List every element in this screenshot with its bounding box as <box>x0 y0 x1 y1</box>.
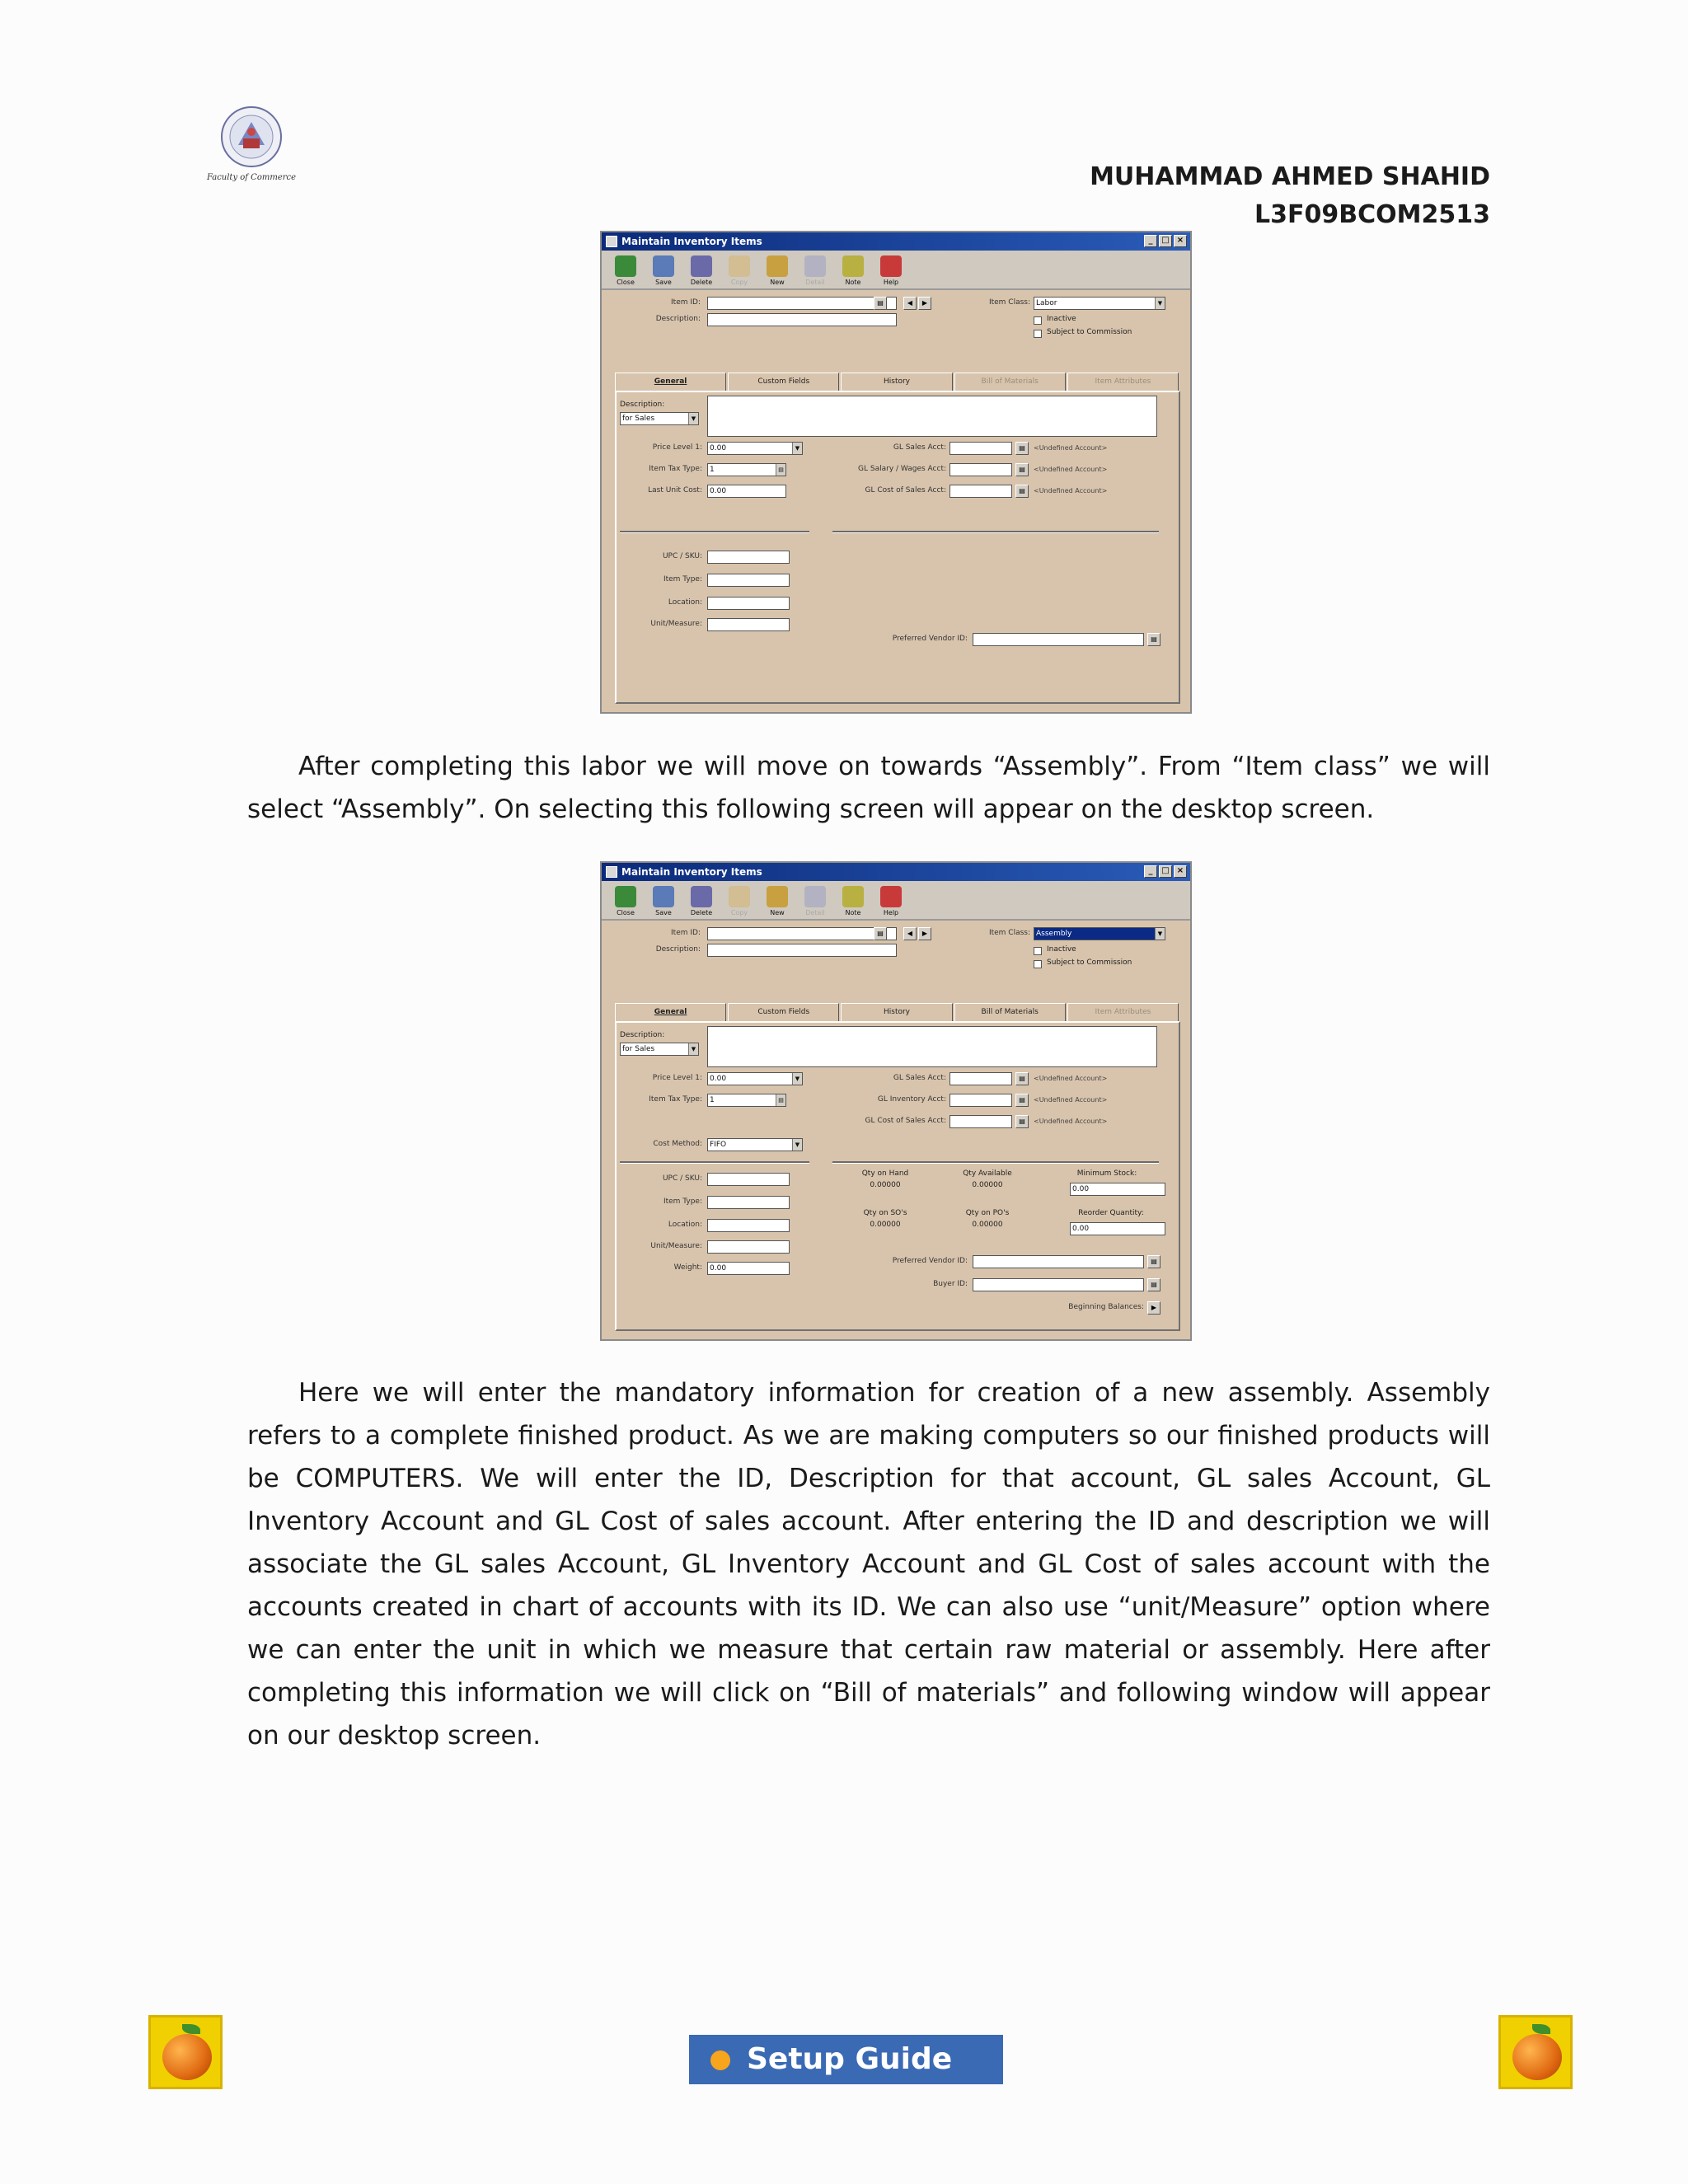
gl-cost-lookup-icon[interactable]: ▤ <box>1015 1115 1029 1128</box>
minimize-icon[interactable]: _ <box>1144 865 1157 878</box>
save-icon <box>653 255 674 277</box>
item-tax-label: Item Tax Type: <box>649 465 702 473</box>
item-class-label: Item Class: <box>988 298 1030 307</box>
item-type-label: Item Type: <box>663 575 702 583</box>
commission-checkbox[interactable] <box>1034 330 1042 338</box>
chevron-down-icon: ▼ <box>688 413 698 424</box>
upc-input[interactable] <box>707 551 790 564</box>
gl-sales-lookup-icon[interactable]: ▤ <box>1015 1072 1029 1085</box>
app-icon <box>606 236 617 247</box>
divider <box>620 531 809 533</box>
reorder-input[interactable]: 0.00 <box>1070 1222 1165 1235</box>
gl-inventory-input[interactable] <box>950 1094 1012 1107</box>
unit-measure-input[interactable] <box>707 1240 790 1254</box>
item-type-input[interactable] <box>707 574 790 587</box>
minimize-icon[interactable]: _ <box>1144 235 1157 247</box>
maximize-icon[interactable]: □ <box>1159 235 1172 247</box>
pref-vendor-input[interactable] <box>973 633 1144 646</box>
close-button[interactable]: Close <box>612 886 640 916</box>
upc-label: UPC / SKU: <box>662 552 702 560</box>
chevron-down-icon: ▼ <box>792 443 802 454</box>
window-title: Maintain Inventory Items <box>621 236 762 247</box>
tab-bill-of-materials[interactable]: Bill of Materials <box>954 1003 1066 1021</box>
gl-sales-undefined: <Undefined Account> <box>1034 1075 1108 1082</box>
save-icon <box>653 886 674 907</box>
paragraph-2: Here we will enter the mandatory information for creation of a new assembly. Assembly refers to a complete finished product. As we are making computers so our finished products will be COMPUTERS. We will enter the ID, Description for that account, GL sales Account, GL Inventory Account and GL Cost of sales account. After entering the ID and description we will associate the GL sales Account, GL Inventory Account and GL Cost of sales account with the accounts created in chart of accounts with its ID. We can also use “unit/Measure” option where we can enter the unit in which we measure that certain raw material or assembly. Here after completing this information we will click on “Bill of materials” and following window will appear on our desktop screen. <box>247 1378 1490 1750</box>
gl-salary-input[interactable] <box>950 463 1012 476</box>
tab-history[interactable]: History <box>841 1003 952 1021</box>
author-name: MUHAMMAD AHMED SHAHID <box>1090 162 1490 191</box>
gl-inventory-undefined: <Undefined Account> <box>1034 1096 1108 1104</box>
long-description-input[interactable] <box>707 396 1157 437</box>
delete-icon <box>691 886 712 907</box>
description-label: Description: <box>655 945 701 954</box>
gl-salary-undefined: <Undefined Account> <box>1034 466 1108 473</box>
toolbar <box>602 881 1190 921</box>
note-button[interactable]: Note <box>839 886 867 916</box>
maximize-icon[interactable]: □ <box>1159 865 1172 878</box>
app-icon <box>606 866 617 878</box>
gl-sales-label: GL Sales Acct: <box>893 1074 946 1082</box>
copy-icon <box>729 255 750 277</box>
delete-icon <box>691 255 712 277</box>
gl-inventory-label: GL Inventory Acct: <box>877 1095 946 1104</box>
close-tool-icon <box>615 255 636 277</box>
inactive-checkbox[interactable] <box>1034 316 1042 325</box>
item-id-input[interactable] <box>707 927 897 940</box>
help-icon <box>880 886 902 907</box>
unit-measure-input[interactable] <box>707 618 790 631</box>
gl-cost-undefined: <Undefined Account> <box>1034 487 1108 494</box>
pref-vendor-lookup-icon[interactable]: ▤ <box>1147 633 1160 646</box>
gl-salary-lookup-icon[interactable]: ▤ <box>1015 463 1029 476</box>
desc-for-select[interactable]: for Sales ▼ <box>620 412 699 425</box>
copy-icon <box>729 886 750 907</box>
location-label: Location: <box>668 598 702 607</box>
qty-so-label: Qty on SO's <box>863 1209 907 1217</box>
item-tax-input[interactable]: 1 ▤ <box>707 463 786 476</box>
item-id-lookup-icon[interactable]: ▤ <box>874 927 887 940</box>
item-class-select[interactable]: Labor ▼ <box>1034 297 1165 310</box>
price-level-label: Price Level 1: <box>652 443 702 452</box>
qty-po-value: 0.00000 <box>972 1221 1003 1229</box>
chevron-down-icon: ▼ <box>792 1139 802 1151</box>
buyer-id-label: Buyer ID: <box>933 1280 968 1288</box>
detail-button[interactable]: Detail <box>801 886 829 916</box>
gl-sales-lookup-icon[interactable]: ▤ <box>1015 442 1029 455</box>
help-button[interactable]: Help <box>877 886 905 916</box>
gl-sales-undefined: <Undefined Account> <box>1034 444 1108 452</box>
gl-sales-input[interactable] <box>950 442 1012 455</box>
inactive-label: Inactive <box>1047 315 1076 323</box>
long-description-input[interactable] <box>707 1026 1157 1067</box>
next-record-icon[interactable]: ▶ <box>918 297 931 310</box>
upc-label: UPC / SKU: <box>662 1174 702 1183</box>
qty-on-hand-label: Qty on Hand <box>861 1169 909 1178</box>
unit-measure-label: Unit/Measure: <box>650 1242 702 1250</box>
fruit-icon <box>1498 2015 1573 2089</box>
copy-button[interactable]: Copy <box>725 886 753 916</box>
tab-custom-fields[interactable]: Custom Fields <box>728 1003 839 1021</box>
note-icon <box>842 886 864 907</box>
inventory-window-labor <box>600 231 1192 714</box>
toolbar <box>602 251 1190 290</box>
divider <box>620 1161 809 1164</box>
item-type-label: Item Type: <box>663 1197 702 1206</box>
detail-icon <box>804 255 826 277</box>
new-icon <box>767 255 788 277</box>
close-tool-icon <box>615 886 636 907</box>
location-label: Location: <box>668 1221 702 1229</box>
commission-label: Subject to Commission <box>1047 328 1132 336</box>
bullet-icon <box>710 2050 730 2070</box>
last-unit-cost-input[interactable]: 0.00 <box>707 485 786 498</box>
pref-vendor-lookup-icon[interactable]: ▤ <box>1147 1255 1160 1268</box>
pref-vendor-input[interactable] <box>973 1255 1144 1268</box>
item-id-label: Item ID: <box>671 298 701 307</box>
weight-input[interactable]: 0.00 <box>707 1262 790 1275</box>
item-class-label: Item Class: <box>988 929 1030 937</box>
tab-bar <box>615 373 1180 391</box>
new-icon <box>767 886 788 907</box>
tab-item-attributes[interactable]: Item Attributes <box>1067 1003 1179 1021</box>
gl-cost-label: GL Cost of Sales Acct: <box>865 1117 946 1125</box>
desc-for-label: Description: <box>620 401 665 409</box>
location-input[interactable] <box>707 597 790 610</box>
delete-button[interactable]: Delete <box>687 255 715 286</box>
close-button[interactable]: Close <box>612 255 640 286</box>
general-panel <box>615 1021 1180 1331</box>
beginning-balances-label: Beginning Balances: <box>1068 1303 1144 1311</box>
tab-bar <box>615 1003 1180 1021</box>
gl-inventory-lookup-icon[interactable]: ▤ <box>1015 1094 1029 1107</box>
price-level-input[interactable]: 0.00 ▼ <box>707 1072 803 1085</box>
window-titlebar <box>602 232 1190 251</box>
divider <box>832 531 1159 533</box>
general-panel <box>615 391 1180 704</box>
lookup-icon: ▤ <box>776 464 785 476</box>
chevron-down-icon: ▼ <box>1155 928 1165 940</box>
help-button[interactable]: Help <box>877 255 905 286</box>
window-titlebar <box>602 863 1190 881</box>
item-id-lookup-icon[interactable]: ▤ <box>874 297 887 310</box>
setup-guide-button[interactable]: Setup Guide <box>689 2035 1003 2084</box>
lookup-icon: ▤ <box>776 1094 785 1106</box>
qty-available-label: Qty Available <box>963 1169 1012 1178</box>
help-icon <box>880 255 902 277</box>
inactive-label: Inactive <box>1047 945 1076 954</box>
paragraph-1: After completing this labor we will move on towards “Assembly”. From “Item class” we will select “Assembly”. On selecting this following screen will appear on the desktop screen. <box>247 752 1490 824</box>
item-tax-input[interactable]: 1 ▤ <box>707 1094 786 1107</box>
weight-label: Weight: <box>673 1263 702 1272</box>
gl-sales-input[interactable] <box>950 1072 1012 1085</box>
beginning-balances-arrow-icon[interactable]: ▶ <box>1147 1301 1160 1315</box>
cost-method-label: Cost Method: <box>653 1140 702 1148</box>
buyer-id-lookup-icon[interactable]: ▤ <box>1147 1278 1160 1291</box>
desc-for-label: Description: <box>620 1031 665 1039</box>
reorder-label: Reorder Quantity: <box>1078 1209 1144 1217</box>
divider <box>832 1161 1159 1164</box>
prev-record-icon[interactable]: ◀ <box>903 927 917 940</box>
next-record-icon[interactable]: ▶ <box>918 927 931 940</box>
new-button[interactable]: New <box>763 255 791 286</box>
item-class-select[interactable]: Assembly ▼ <box>1034 927 1165 940</box>
qty-so-value: 0.00000 <box>870 1221 901 1229</box>
new-button[interactable]: New <box>763 886 791 916</box>
detail-icon <box>804 886 826 907</box>
tab-general[interactable]: General <box>615 1003 726 1021</box>
pref-vendor-label: Preferred Vendor ID: <box>892 635 968 643</box>
fruit-icon <box>148 2015 223 2089</box>
price-level-label: Price Level 1: <box>652 1074 702 1082</box>
detail-button[interactable]: Detail <box>801 255 829 286</box>
last-unit-cost-label: Last Unit Cost: <box>648 486 702 494</box>
inventory-window-assembly <box>600 861 1192 1341</box>
prev-record-icon[interactable]: ◀ <box>903 297 917 310</box>
pref-vendor-label: Preferred Vendor ID: <box>892 1257 968 1265</box>
description-input[interactable] <box>707 944 897 957</box>
gl-cost-input[interactable] <box>950 485 1012 498</box>
chevron-down-icon: ▼ <box>1155 298 1165 309</box>
chevron-down-icon: ▼ <box>792 1073 802 1085</box>
note-icon <box>842 255 864 277</box>
description-input[interactable] <box>707 313 897 326</box>
commission-label: Subject to Commission <box>1047 958 1132 967</box>
author-block <box>1090 158 1490 234</box>
window-title: Maintain Inventory Items <box>621 866 762 878</box>
gl-salary-label: GL Salary / Wages Acct: <box>858 465 946 473</box>
upc-input[interactable] <box>707 1173 790 1186</box>
gl-cost-undefined: <Undefined Account> <box>1034 1118 1108 1125</box>
cost-method-select[interactable]: FIFO ▼ <box>707 1138 803 1151</box>
copy-button[interactable]: Copy <box>725 255 753 286</box>
min-stock-label: Minimum Stock: <box>1076 1169 1137 1178</box>
qty-po-label: Qty on PO's <box>965 1209 1010 1217</box>
item-type-input[interactable] <box>707 1196 790 1209</box>
tab-bill-of-materials[interactable]: Bill of Materials <box>954 373 1066 391</box>
desc-for-select[interactable]: for Sales ▼ <box>620 1043 699 1056</box>
author-id: L3F09BCOM2513 <box>1254 200 1490 229</box>
save-button[interactable]: Save <box>649 255 678 286</box>
price-level-input[interactable]: 0.00 ▼ <box>707 442 803 455</box>
qty-available-value: 0.00000 <box>972 1181 1003 1189</box>
item-id-input[interactable] <box>707 297 897 310</box>
note-button[interactable]: Note <box>839 255 867 286</box>
gl-cost-lookup-icon[interactable]: ▤ <box>1015 485 1029 498</box>
gl-cost-input[interactable] <box>950 1115 1012 1128</box>
item-tax-label: Item Tax Type: <box>649 1095 702 1104</box>
close-icon[interactable]: × <box>1174 235 1187 247</box>
delete-button[interactable]: Delete <box>687 886 715 916</box>
qty-on-hand-value: 0.00000 <box>870 1181 901 1189</box>
logo-caption: Faculty of Commerce <box>206 173 297 182</box>
tab-history[interactable]: History <box>841 373 952 391</box>
commission-checkbox[interactable] <box>1034 960 1042 968</box>
tab-item-attributes[interactable]: Item Attributes <box>1067 373 1179 391</box>
item-id-label: Item ID: <box>671 929 701 937</box>
description-label: Description: <box>655 315 701 323</box>
close-icon[interactable]: × <box>1174 865 1187 878</box>
tab-general[interactable]: General <box>615 373 726 391</box>
save-button[interactable]: Save <box>649 886 678 916</box>
tab-custom-fields[interactable]: Custom Fields <box>728 373 839 391</box>
chevron-down-icon: ▼ <box>688 1043 698 1055</box>
gl-sales-label: GL Sales Acct: <box>893 443 946 452</box>
unit-measure-label: Unit/Measure: <box>650 620 702 628</box>
gl-cost-label: GL Cost of Sales Acct: <box>865 486 946 494</box>
min-stock-input[interactable]: 0.00 <box>1070 1183 1165 1196</box>
inactive-checkbox[interactable] <box>1034 947 1042 955</box>
location-input[interactable] <box>707 1219 790 1232</box>
buyer-id-input[interactable] <box>973 1278 1144 1291</box>
